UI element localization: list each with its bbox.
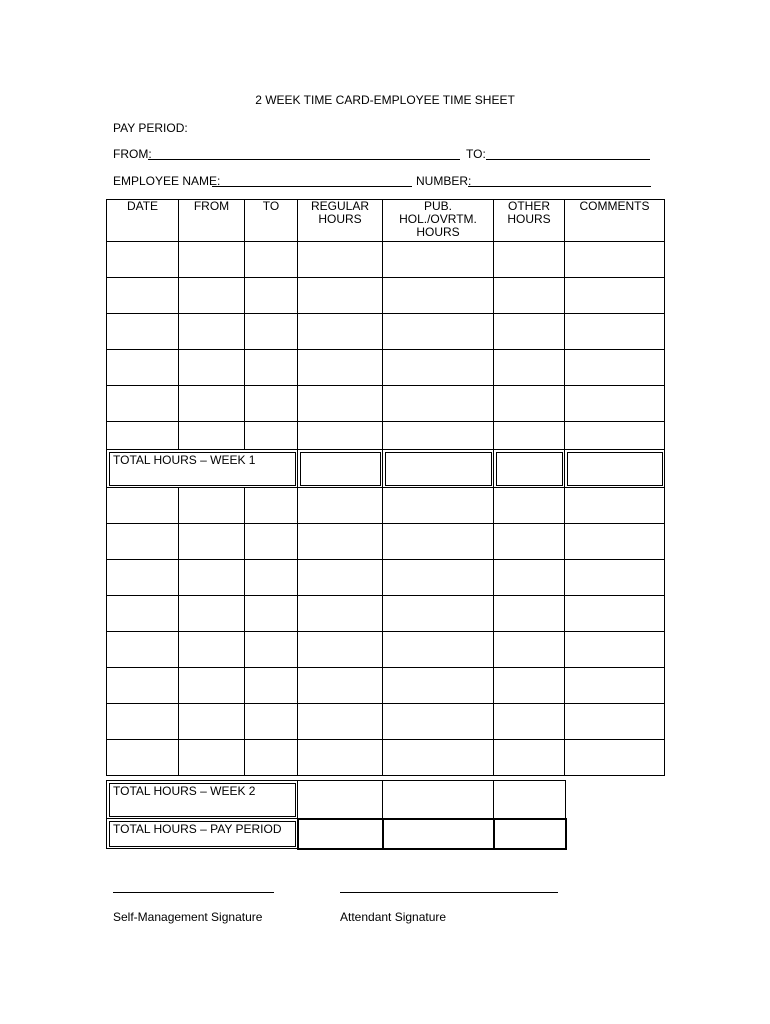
totals-table <box>106 780 567 850</box>
self-signature-label: Self-Management Signature <box>113 910 263 924</box>
table-header-row <box>107 200 665 242</box>
employee-name-label: EMPLOYEE NAME: <box>113 174 221 188</box>
total-week2-row <box>107 781 566 819</box>
total-week2-other[interactable] <box>494 781 566 819</box>
total-week1-row <box>107 450 665 488</box>
col-date-header: DATE <box>107 200 179 242</box>
pay-period-label: PAY PERIOD: <box>113 121 188 135</box>
table-row[interactable] <box>107 668 665 704</box>
table-row[interactable] <box>107 704 665 740</box>
col-from-header: FROM <box>179 200 245 242</box>
total-week1-regular[interactable] <box>298 450 383 488</box>
table-row[interactable] <box>107 278 665 314</box>
col-regular-header: REGULAR HOURS <box>298 200 383 242</box>
timesheet-table-week1 <box>106 199 665 776</box>
from-label: FROM: <box>113 147 152 161</box>
total-week2-pub[interactable] <box>383 781 494 819</box>
table-row[interactable] <box>107 314 665 350</box>
employee-name-field[interactable] <box>212 186 412 187</box>
to-field[interactable] <box>486 159 650 160</box>
attendant-signature-label: Attendant Signature <box>340 910 447 924</box>
table-row[interactable] <box>107 422 665 450</box>
total-pay-period-label: TOTAL HOURS – PAY PERIOD <box>107 819 298 849</box>
table-row[interactable] <box>107 596 665 632</box>
table-row[interactable] <box>107 350 665 386</box>
table-row[interactable] <box>107 386 665 422</box>
table-row[interactable] <box>107 560 665 596</box>
table-row[interactable] <box>107 632 665 668</box>
col-pub-header: PUB. HOL./OVRTM. HOURS <box>383 200 494 242</box>
col-other-header: OTHER HOURS <box>494 200 565 242</box>
table-row[interactable] <box>107 740 665 776</box>
col-to-header: TO <box>245 200 298 242</box>
col-comments-header: COMMENTS <box>565 200 665 242</box>
total-week1-comments[interactable] <box>565 450 665 488</box>
total-pay-period-other[interactable] <box>494 819 566 849</box>
total-week2-regular[interactable] <box>298 781 383 819</box>
total-week1-label: TOTAL HOURS – WEEK 1 <box>107 450 298 488</box>
table-row[interactable] <box>107 524 665 560</box>
self-signature-line[interactable] <box>113 892 274 893</box>
number-field[interactable] <box>468 186 651 187</box>
total-pay-period-row <box>107 819 566 849</box>
total-pay-period-pub[interactable] <box>383 819 494 849</box>
total-week1-other[interactable] <box>494 450 565 488</box>
attendant-signature-line[interactable] <box>340 892 558 893</box>
total-week2-label: TOTAL HOURS – WEEK 2 <box>107 781 298 819</box>
from-field[interactable] <box>148 159 460 160</box>
to-label: TO: <box>466 147 486 161</box>
number-label: NUMBER: <box>416 174 472 188</box>
table-row[interactable] <box>107 488 665 524</box>
table-row[interactable] <box>107 242 665 278</box>
document-title: 2 WEEK TIME CARD-EMPLOYEE TIME SHEET <box>255 93 515 107</box>
total-pay-period-regular[interactable] <box>298 819 383 849</box>
total-week1-pub[interactable] <box>383 450 494 488</box>
